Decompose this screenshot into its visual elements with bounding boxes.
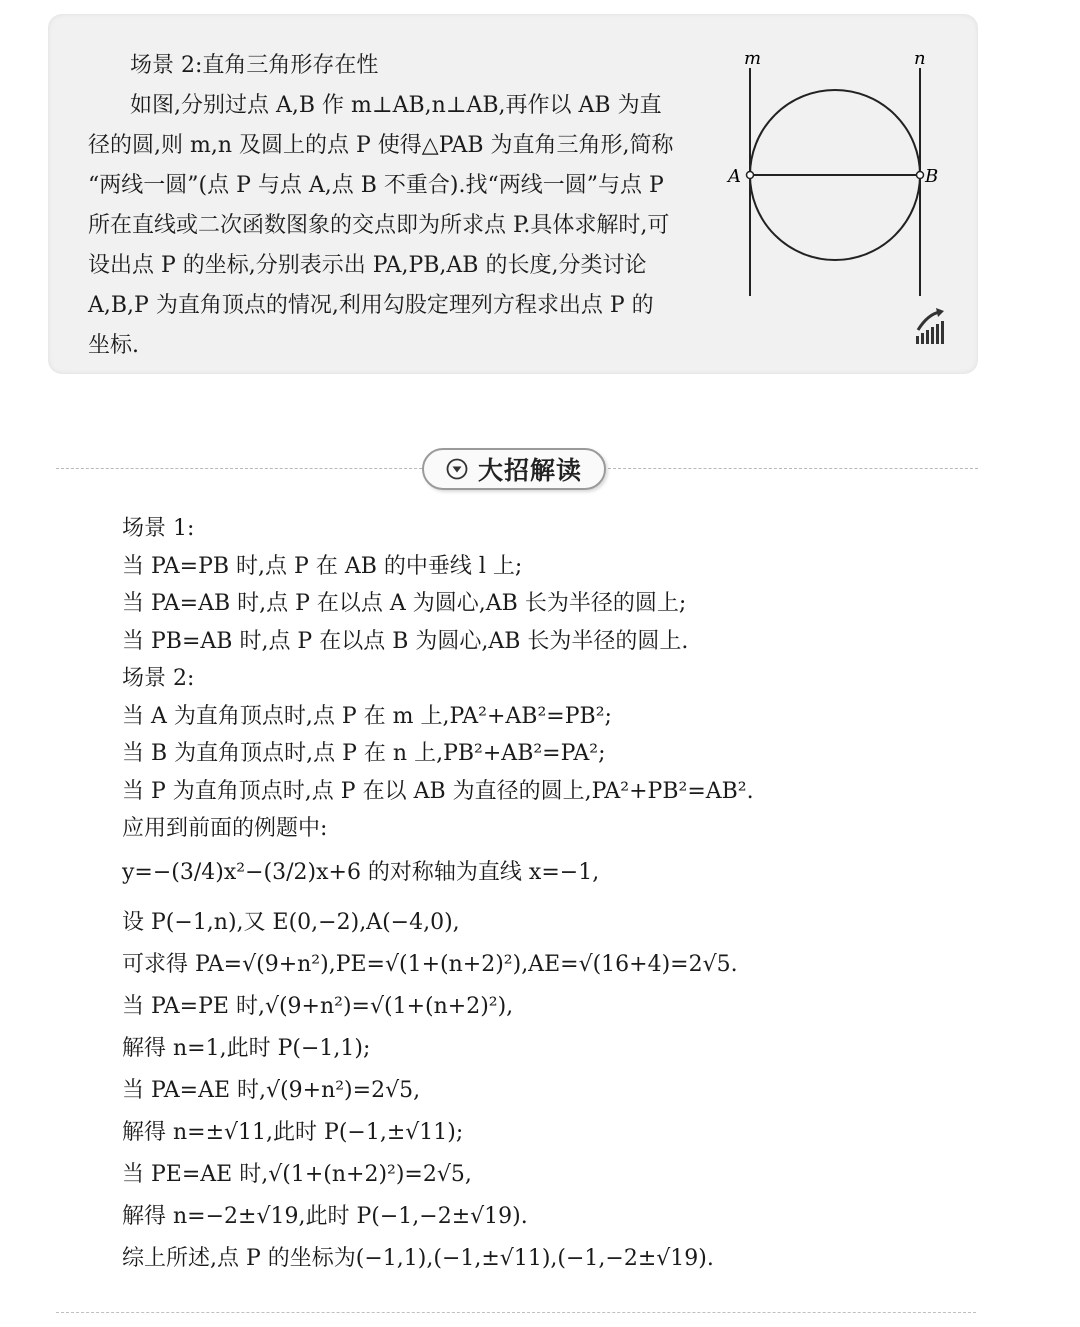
label-m: m (744, 48, 762, 69)
two-lines-one-circle-figure (722, 40, 952, 310)
label-a: A (728, 166, 741, 187)
body-line: 当 A 为直角顶点时,点 P 在 m 上,PA²+AB²=PB²; (122, 703, 612, 729)
body-line: 应用到前面的例题中: (122, 816, 328, 841)
body-line: 综上所述,点 P 的坐标为(−1,1),(−1,±√11),(−1,−2±√19). (122, 1245, 714, 1271)
label-n: n (914, 48, 926, 69)
scene2-line: “两线一圆”(点 P 与点 A,点 B 不重合).找“两线一圆”与点 P (88, 173, 664, 198)
point-b (917, 172, 924, 179)
label-b: B (925, 166, 939, 187)
body-line: 当 PA=AB 时,点 P 在以点 A 为圆心,AB 长为半径的圆上; (122, 591, 687, 616)
scene2-line: 坐标. (88, 333, 139, 358)
divider-left (56, 468, 422, 469)
point-a (747, 172, 754, 179)
body-line: 场景 2: (122, 666, 195, 691)
chevron-down-circle-icon (446, 458, 468, 480)
section-header-label: 大招解读 (477, 456, 582, 485)
body-line: 当 B 为直角顶点时,点 P 在 n 上,PB²+AB²=PA²; (122, 741, 606, 766)
body-line: 当 PB=AB 时,点 P 在以点 B 为圆心,AB 长为半径的圆上. (122, 628, 689, 654)
scene2-title: 场景 2:直角三角形存在性 (130, 53, 379, 78)
scene2-line: A,B,P 为直角顶点的情况,利用勾股定理列方程求出点 P 的 (88, 293, 654, 318)
body-line: 当 PA=PB 时,点 P 在 AB 的中垂线 l 上; (122, 553, 523, 579)
trend-up-icon (914, 306, 946, 346)
scene2-line: 径的圆,则 m,n 及圆上的点 P 使得△PAB 为直角三角形,简称 (88, 133, 674, 158)
body-line: y=−(3/4)x²−(3/2)x+6 的对称轴为直线 x=−1, (122, 859, 600, 885)
body-line: 当 PA=AE 时,√(9+n²)=2√5, (122, 1077, 421, 1103)
section-header (422, 448, 606, 490)
scene2-line: 设出点 P 的坐标,分别表示出 PA,PB,AB 的长度,分类讨论 (88, 253, 647, 278)
body-line: 场景 1: (122, 516, 195, 541)
divider-right (608, 468, 978, 469)
body-line: 解得 n=±√11,此时 P(−1,±√11); (122, 1119, 464, 1145)
body-line: 解得 n=1,此时 P(−1,1); (122, 1035, 371, 1061)
solution-body (122, 510, 1002, 1282)
body-line: 当 PE=AE 时,√(1+(n+2)²)=2√5, (122, 1161, 472, 1187)
body-line: 解得 n=−2±√19,此时 P(−1,−2±√19). (122, 1203, 528, 1229)
body-line: 可求得 PA=√(9+n²),PE=√(1+(n+2)²),AE=√(16+4)=2√5. (122, 951, 738, 977)
body-line: 当 P 为直角顶点时,点 P 在以 AB 为直径的圆上,PA²+PB²=AB². (122, 778, 754, 804)
bottom-divider (56, 1312, 976, 1313)
scene2-paragraph (88, 86, 728, 366)
scene2-line: 所在直线或二次函数图象的交点即为所求点 P.具体求解时,可 (88, 213, 670, 238)
body-line: 当 PA=PE 时,√(9+n²)=√(1+(n+2)²), (122, 993, 514, 1019)
body-line: 设 P(−1,n),又 E(0,−2),A(−4,0), (122, 909, 460, 935)
scene2-line: 如图,分别过点 A,B 作 m⊥AB,n⊥AB,再作以 AB 为直 (130, 93, 662, 118)
